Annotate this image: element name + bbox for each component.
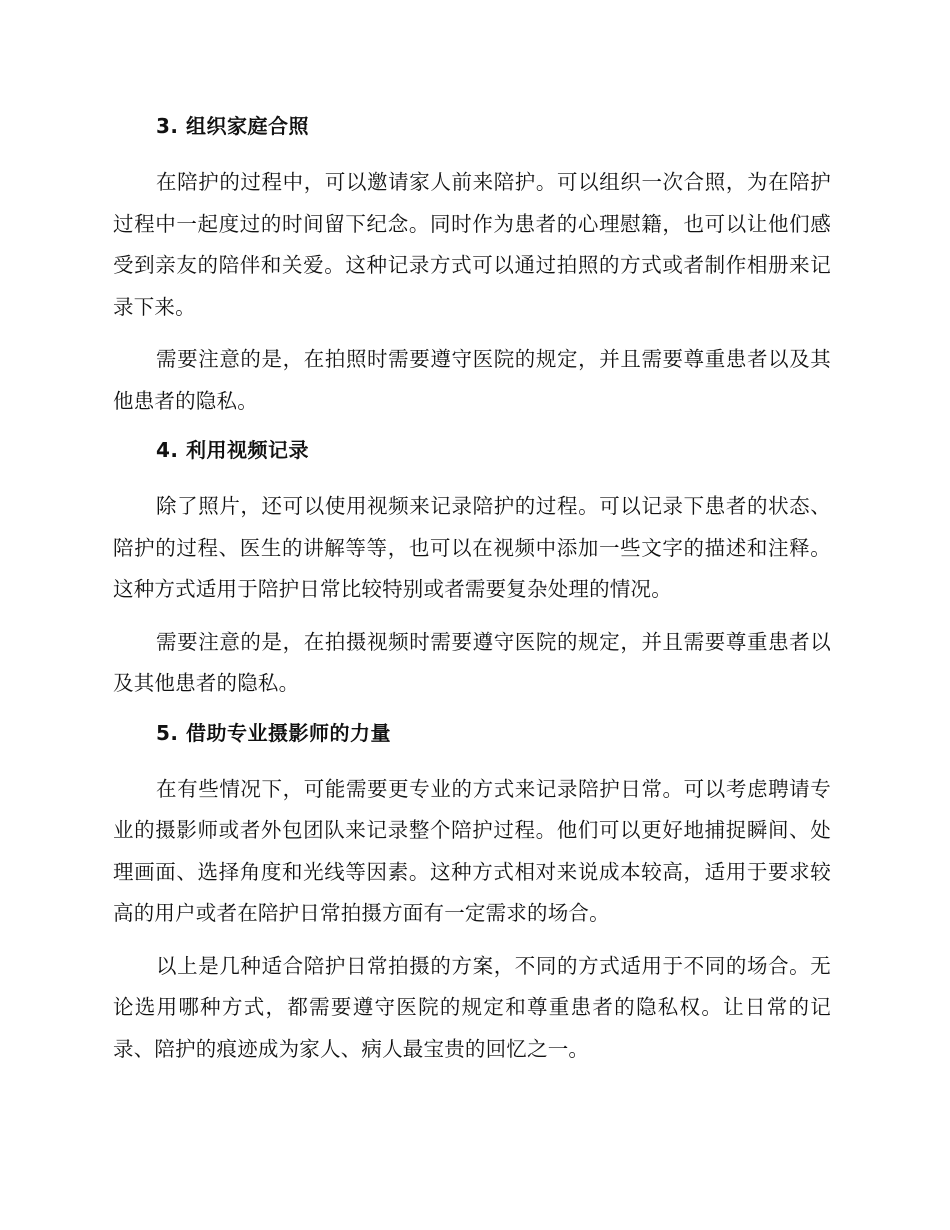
document-body <box>113 110 831 1082</box>
paragraph: 以上是几种适合陪护日常拍摄的方案，不同的方式适用于不同的场合。无论选用哪种方式，都需要遵守医院的规定和尊重患者的隐私权。让日常的记录、陪护的痕迹成为家人、病人最宝贵的回忆之一。 <box>113 953 831 1061</box>
paragraph: 需要注意的是，在拍照时需要遵守医院的规定，并且需要尊重患者以及其他患者的隐私。 <box>113 347 831 413</box>
section-professional-photographer <box>113 717 831 1071</box>
paragraph: 除了照片，还可以使用视频来记录陪护的过程。可以记录下患者的状态、陪护的过程、医生的讲解等等，也可以在视频中添加一些文字的描述和注释。这种方式适用于陪护日常比较特别或者需要复杂处理的情况。 <box>113 494 831 601</box>
section-group-photo <box>113 110 831 422</box>
paragraph: 需要注意的是，在拍摄视频时需要遵守医院的规定，并且需要尊重患者以及其他患者的隐私。 <box>113 629 831 695</box>
section-heading: 3. 组织家庭合照 <box>156 114 309 138</box>
paragraph: 在有些情况下，可能需要更专业的方式来记录陪护日常。可以考虑聘请专业的摄影师或者外包团队来记录整个陪护过程。他们可以更好地捕捉瞬间、处理画面、选择角度和光线等因素。这种方式相对来说成本较高，适用于要求较高的用户或者在陪护日常拍摄方面有一定需求的场合。 <box>113 776 831 925</box>
section-video-record <box>113 434 831 705</box>
section-heading: 5. 借助专业摄影师的力量 <box>156 720 391 745</box>
section-heading: 4. 利用视频记录 <box>156 438 309 462</box>
paragraph: 在陪护的过程中，可以邀请家人前来陪护。可以组织一次合照，为在陪护过程中一起度过的时间留下纪念。同时作为患者的心理慰籍，也可以让他们感受到亲友的陪伴和关爱。这种记录方式可以通过拍照的方式或者制作相册来记录下来。 <box>113 170 831 319</box>
